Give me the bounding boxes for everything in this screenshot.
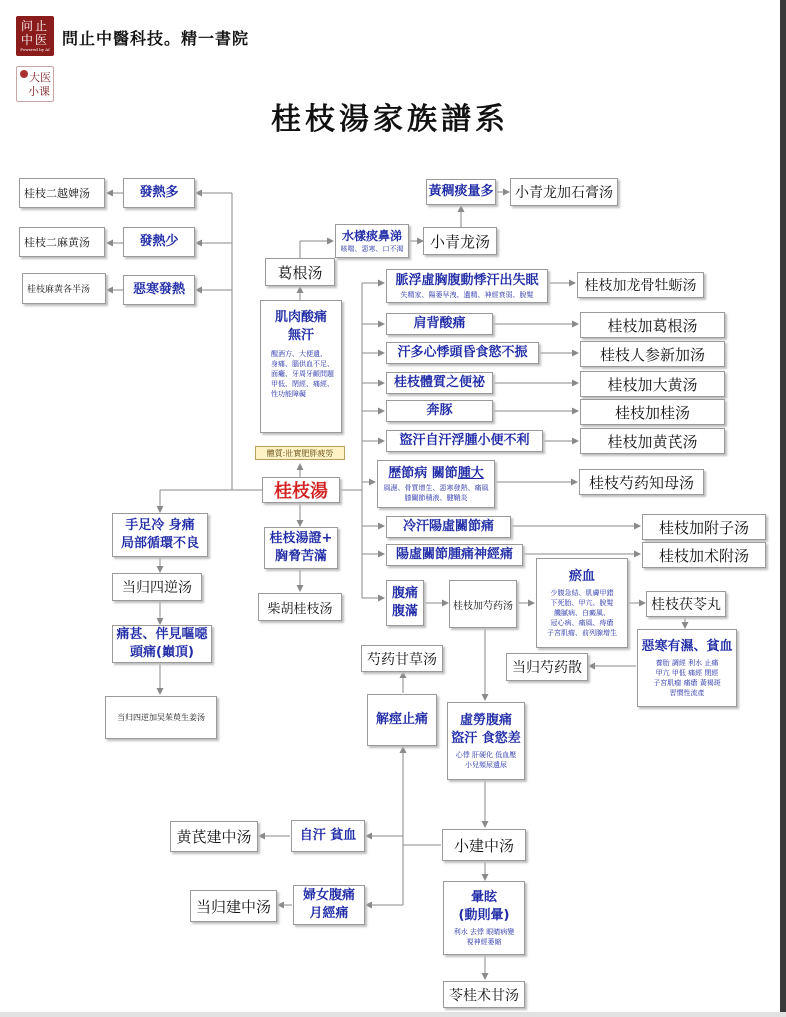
tongshen-node: [112, 625, 212, 663]
wuhan-youshi-node: [637, 629, 737, 707]
shuiyang-node: [335, 224, 409, 258]
logo2-line1: 大医: [29, 71, 51, 84]
danggui-sini-node: 当归四逆汤: [112, 573, 202, 601]
logo2-line2: 小课: [28, 85, 50, 98]
gegen-node: 葛根汤: [265, 258, 335, 286]
jirou-line1: 肌肉酸痛: [274, 310, 327, 325]
shouzu-line1: 手足冷 身痛: [125, 518, 195, 533]
xqlshigao-node: 小青龙加石膏汤: [510, 178, 618, 206]
xiongxie-line1: 桂枝湯證+: [269, 531, 333, 546]
fuling-node: 桂枝茯苓丸: [646, 591, 726, 617]
jirou-node: [260, 300, 342, 433]
huangqijianzhong-node: 黄芪建中汤: [170, 821, 258, 852]
lijie-title-a: 歷節病 關節: [388, 466, 458, 481]
yuxue-sub-1: 少腹急結、肌膚甲錯: [550, 589, 614, 597]
longgu-node: 桂枝加龙骨牡蛎汤: [577, 272, 704, 298]
yuxue-sub-2: 下死胎、甲亢、脫髮: [550, 599, 614, 607]
shaoyao-zhimu-node: 桂枝芍药知母汤: [579, 469, 704, 495]
xulao-sub-2: 小兒頻尿遺尿: [465, 761, 507, 769]
daohan-node: 盜汗自汗浮腫小便不利: [386, 430, 543, 452]
yuxue-sub-5: 子宮肌瘤、前列腺增生: [547, 629, 617, 637]
brand-name: 問止中醫科技。精一書院: [62, 29, 250, 48]
tizhi-label: 體質:壯實肥胖疲勞: [255, 446, 345, 460]
dahuang-node: 桂枝加大黄汤: [580, 371, 725, 397]
longgu-symptom-title: 脈浮虛胸腹動悸汗出失眠: [395, 273, 539, 288]
jiashaoyao-node: 桂枝加芍药汤: [449, 580, 517, 628]
huangqi-node: 桂枝加黄芪汤: [580, 428, 725, 454]
funv-node: [293, 885, 365, 925]
wuhan-youshi-sub-1: 養胎 調經 利水 止痛: [655, 659, 719, 667]
wuhan-youshi-sub-4: 習慣性流產: [669, 689, 705, 697]
dayi-logo: [16, 66, 54, 102]
xiongxie-line2: 胸脅苦滿: [274, 549, 327, 564]
jirou-sub-2: 身痛、腦供血不足、: [271, 360, 334, 368]
xiaoqinglong-node: 小青龙汤: [423, 227, 497, 255]
xiongxie-node: [264, 527, 338, 569]
dangguishaoyao-node: 当归芍药散: [506, 653, 588, 681]
yuxue-node: [536, 558, 628, 648]
chaihu-node: 柴胡桂枝汤: [258, 593, 342, 621]
yangxu-node: 陽虛關節腫痛神經痛: [386, 544, 523, 566]
funv-line2: 月經痛: [309, 906, 349, 921]
linggui-node: 苓桂术甘汤: [443, 981, 525, 1008]
fare-shao-node: 發熱少: [123, 227, 195, 257]
logo-dot-icon: [20, 70, 28, 78]
futong-node: [386, 580, 424, 626]
lijie-node: [377, 460, 495, 508]
funv-line1: 婦女腹痛: [302, 888, 355, 903]
shaoyaogancao-node: 芍药甘草汤: [361, 645, 443, 672]
logo-line1: 问止: [20, 19, 49, 33]
lijie-title-b: 腫大: [457, 466, 484, 481]
longgu-symptom-sub: 失精家、陽萎早洩、遺精、神經衰弱、脫髮: [400, 291, 534, 299]
bianmi-node: 桂枝體質之便祕: [386, 372, 493, 394]
jirou-sub-1: 醒酒方、大便遺、: [271, 350, 327, 358]
guizhi-erbi-node: 桂枝二越婢汤: [19, 178, 105, 208]
jirou-sub-3: 面癱、牙周牙齦問題: [271, 370, 334, 378]
guizhi-tang-main-node: 桂枝湯: [262, 477, 340, 503]
tongshen-line1: 痛甚、伴見嘔噁: [116, 627, 208, 642]
xulao-line2: 盜汗 食慾差: [451, 731, 521, 746]
bentun-node: 奔豚: [386, 400, 493, 422]
xuanyun-line2: (動則暈): [458, 908, 510, 923]
xulao-line1: 虛勞腹痛: [459, 713, 512, 728]
jiagui-node: 桂枝加桂汤: [580, 399, 725, 425]
futong-line1: 腹痛: [391, 586, 418, 601]
huangchou-node: 黃稠痰量多: [426, 179, 496, 205]
futong-line2: 腹滿: [391, 604, 418, 619]
page-title: 桂枝湯家族譜系: [271, 102, 509, 137]
wenzhi-logo: [16, 16, 54, 56]
lenghan-node: 冷汗陽虛關節痛: [386, 516, 511, 538]
shuiyang-sub: 咳喘、惡寒、口不渴: [340, 245, 404, 253]
yuxue-sub-3: 饑膩病、白癜風、: [554, 609, 610, 617]
tongshen-line2: 頭痛(巔頂): [130, 645, 194, 660]
fuzi-node: 桂枝加附子汤: [642, 514, 766, 540]
renshen-node: 桂枝人参新加汤: [580, 341, 725, 367]
wuhan-fare-node: 惡寒發熱: [123, 275, 195, 305]
sini-wuzhuyu-node: 当归四逆加吴茱萸生姜汤: [105, 696, 217, 739]
xuanyun-sub-2: 視神經萎縮: [466, 938, 502, 946]
longgu-symptom-node: [386, 269, 548, 303]
wuhan-youshi-title: 惡寒有濕、貧血: [641, 639, 733, 654]
handuo-node: 汗多心悸頭昏食慾不振: [386, 342, 539, 364]
shouzu-line2: 局部循環不良: [120, 536, 199, 551]
jiejing-node: 解痙止痛: [367, 694, 437, 746]
logo-tagline: Powered by AI: [20, 47, 50, 52]
xiaojianzhong-node: 小建中汤: [442, 829, 526, 861]
shouzu-node: [112, 513, 208, 557]
xuanyun-line1: 暈眩: [470, 890, 497, 905]
xuanyun-sub-1: 利水 去悸 眼睛病變: [453, 928, 515, 936]
xulao-node: [447, 702, 525, 780]
jianbei-node: 肩背酸痛: [386, 313, 493, 335]
jirou-line2: 無汗: [287, 328, 314, 343]
wuhan-youshi-sub-2: 甲亢 甲低 痛經 閉經: [655, 669, 719, 677]
wuhan-youshi-sub-3: 子宮肌瘤 痛瘡 黃褐斑: [653, 679, 721, 687]
dangguijianzhong-node: 当归建中汤: [190, 890, 277, 922]
mahuang-gebanh-node: 桂枝麻黄各半汤: [22, 273, 106, 304]
lijie-sub1: 風濕、骨質增生、惡寒發熱、痛風: [383, 484, 489, 492]
xuanyun-node: [443, 881, 525, 955]
jirou-sub-4: 甲低、閉經、痛經、: [271, 380, 334, 388]
yuxue-title: 瘀血: [568, 569, 595, 584]
zihan-node: 自汗 貧血: [291, 820, 365, 852]
jirou-sub-5: 性功能障礙: [271, 390, 306, 398]
logo-line2: 中医: [20, 33, 49, 47]
lijie-title: [388, 465, 484, 483]
guizhi-ermahuang-node: 桂枝二麻黄汤: [19, 227, 105, 257]
jiagegen-node: 桂枝加葛根汤: [580, 312, 725, 338]
fare-duo-node: 發熱多: [123, 178, 195, 208]
shufu-node: 桂枝加术附汤: [642, 542, 766, 568]
shuiyang-title: 水樣痰鼻涕: [341, 229, 402, 243]
yuxue-sub-4: 冠心病、痛風、痔瘡: [550, 619, 614, 627]
xulao-sub-1: 心悸 肝硬化 低血壓: [455, 751, 517, 759]
lijie-sub2: 膝關節積液、腱鞘炎: [404, 494, 468, 502]
